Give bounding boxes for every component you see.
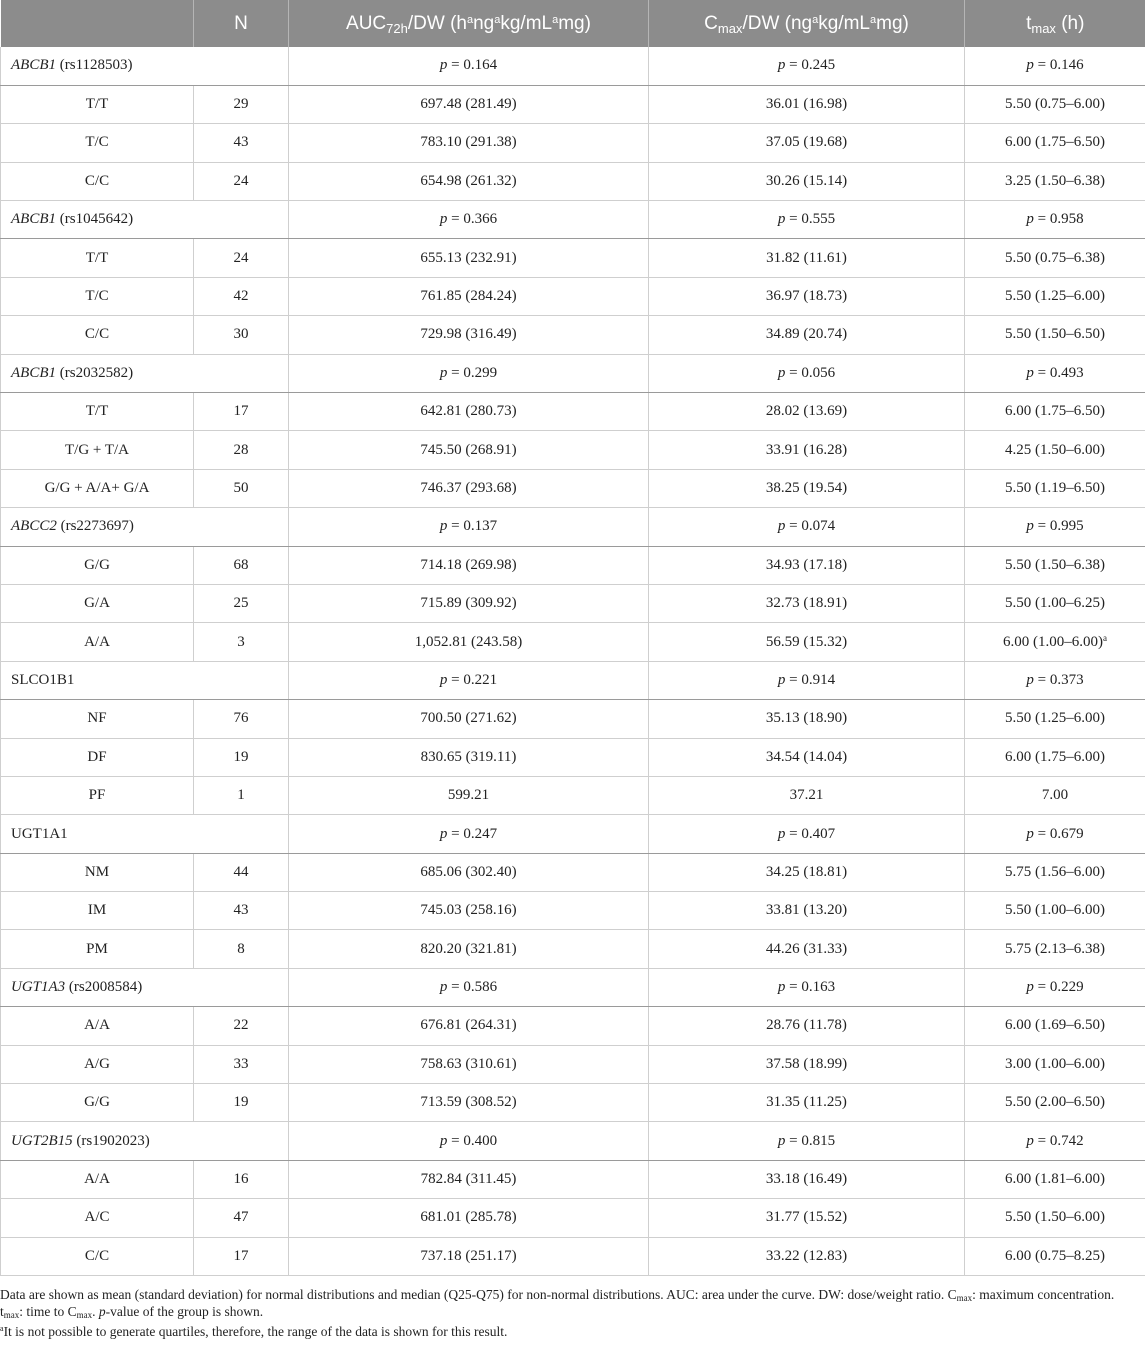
cmax-cell: 37.05 (19.68) — [649, 124, 965, 162]
cmax-cell: 36.97 (18.73) — [649, 277, 965, 315]
table-row — [1, 316, 1145, 354]
table-row — [1, 892, 1145, 930]
table-row — [1, 85, 1145, 123]
auc-cell: 729.98 (316.49) — [289, 316, 649, 354]
tmax-cell: 3.25 (1.50–6.38) — [965, 162, 1145, 200]
n-cell: 1 — [194, 776, 289, 814]
tmax-cell: 5.50 (2.00–6.50) — [965, 1084, 1145, 1122]
tmax-cell: 5.50 (0.75–6.38) — [965, 239, 1145, 277]
header-group — [1, 0, 194, 47]
table-row — [1, 1237, 1145, 1275]
tmax-cell: 5.50 (1.25–6.00) — [965, 700, 1145, 738]
table-row — [1, 1084, 1145, 1122]
genotype-cell: C/C — [1, 162, 194, 200]
genotype-cell: T/T — [1, 393, 194, 431]
table-row — [1, 393, 1145, 431]
genotype-cell: G/G — [1, 546, 194, 584]
n-cell: 24 — [194, 162, 289, 200]
auc-cell: 758.63 (310.61) — [289, 1045, 649, 1083]
table-row — [1, 738, 1145, 776]
tmax-cell: 6.00 (1.75–6.50) — [965, 124, 1145, 162]
group-row — [1, 201, 1145, 239]
tmax-cell: 5.50 (1.00–6.25) — [965, 584, 1145, 622]
group-name: UGT1A3 (rs2008584) — [1, 968, 289, 1006]
cmax-cell: 36.01 (16.98) — [649, 85, 965, 123]
n-cell: 19 — [194, 738, 289, 776]
table-row — [1, 776, 1145, 814]
n-cell: 17 — [194, 1237, 289, 1275]
genotype-cell: PF — [1, 776, 194, 814]
auc-cell: 655.13 (232.91) — [289, 239, 649, 277]
tmax-cell: 5.75 (2.13–6.38) — [965, 930, 1145, 968]
p-value-tmax: p = 0.146 — [965, 47, 1145, 85]
p-value-cmax: p = 0.407 — [649, 815, 965, 853]
auc-cell: 697.48 (281.49) — [289, 85, 649, 123]
cmax-cell: 28.76 (11.78) — [649, 1007, 965, 1045]
genotype-cell: C/C — [1, 316, 194, 354]
p-value-cmax: p = 0.056 — [649, 354, 965, 392]
genotype-cell: IM — [1, 892, 194, 930]
p-value-cmax: p = 0.555 — [649, 201, 965, 239]
table-row — [1, 1160, 1145, 1198]
n-cell: 16 — [194, 1160, 289, 1198]
n-cell: 44 — [194, 853, 289, 891]
p-value-tmax: p = 0.742 — [965, 1122, 1145, 1160]
cmax-cell: 33.81 (13.20) — [649, 892, 965, 930]
group-name: ABCC2 (rs2273697) — [1, 508, 289, 546]
p-value-tmax: p = 0.679 — [965, 815, 1145, 853]
tmax-cell: 6.00 (1.00–6.00)$^a$ — [965, 623, 1145, 661]
p-value-auc: p = 0.247 — [289, 815, 649, 853]
table-row — [1, 623, 1145, 661]
p-value-auc: p = 0.400 — [289, 1122, 649, 1160]
auc-cell: 654.98 (261.32) — [289, 162, 649, 200]
cmax-cell: 34.89 (20.74) — [649, 316, 965, 354]
tmax-cell: 3.00 (1.00–6.00) — [965, 1045, 1145, 1083]
tmax-cell: 5.50 (1.25–6.00) — [965, 277, 1145, 315]
n-cell: 19 — [194, 1084, 289, 1122]
table-row — [1, 546, 1145, 584]
n-cell: 3 — [194, 623, 289, 661]
cmax-cell: 33.18 (16.49) — [649, 1160, 965, 1198]
group-row — [1, 661, 1145, 699]
auc-cell: 599.21 — [289, 776, 649, 814]
n-cell: 29 — [194, 85, 289, 123]
genotype-cell: G/G + A/A+ G/A — [1, 469, 194, 507]
auc-cell: 782.84 (311.45) — [289, 1160, 649, 1198]
tmax-cell: 7.00 — [965, 776, 1145, 814]
tmax-cell: 6.00 (0.75–8.25) — [965, 1237, 1145, 1275]
cmax-cell: 35.13 (18.90) — [649, 700, 965, 738]
table-row — [1, 853, 1145, 891]
auc-cell: 685.06 (302.40) — [289, 853, 649, 891]
p-value-tmax: p = 0.373 — [965, 661, 1145, 699]
p-value-cmax: p = 0.074 — [649, 508, 965, 546]
genotype-cell: PM — [1, 930, 194, 968]
cmax-cell: 37.21 — [649, 776, 965, 814]
p-value-auc: p = 0.221 — [289, 661, 649, 699]
table-row — [1, 930, 1145, 968]
auc-cell: 676.81 (264.31) — [289, 1007, 649, 1045]
auc-cell: 745.50 (268.91) — [289, 431, 649, 469]
table-row — [1, 239, 1145, 277]
auc-cell: 830.65 (319.11) — [289, 738, 649, 776]
cmax-cell: 28.02 (13.69) — [649, 393, 965, 431]
cmax-cell: 31.82 (11.61) — [649, 239, 965, 277]
tmax-cell: 6.00 (1.69–6.50) — [965, 1007, 1145, 1045]
footnote-marker: a — [1103, 632, 1107, 643]
cmax-cell: 34.54 (14.04) — [649, 738, 965, 776]
group-row — [1, 508, 1145, 546]
auc-cell: 820.20 (321.81) — [289, 930, 649, 968]
genotype-cell: G/G — [1, 1084, 194, 1122]
header-n: N — [194, 0, 289, 47]
n-cell: 8 — [194, 930, 289, 968]
tmax-cell: 6.00 (1.75–6.00) — [965, 738, 1145, 776]
genotype-cell: C/C — [1, 1237, 194, 1275]
tmax-cell: 5.50 (1.50–6.00) — [965, 1199, 1145, 1237]
auc-cell: 737.18 (251.17) — [289, 1237, 649, 1275]
genotype-cell: A/G — [1, 1045, 194, 1083]
genotype-cell: T/T — [1, 85, 194, 123]
cmax-cell: 33.91 (16.28) — [649, 431, 965, 469]
auc-cell: 1,052.81 (243.58) — [289, 623, 649, 661]
tmax-cell: 5.50 (1.00–6.00) — [965, 892, 1145, 930]
tmax-cell: 6.00 (1.75–6.50) — [965, 393, 1145, 431]
n-cell: 22 — [194, 1007, 289, 1045]
tmax-cell: 5.50 (1.50–6.50) — [965, 316, 1145, 354]
table-header-row — [1, 0, 1145, 47]
p-value-cmax: p = 0.815 — [649, 1122, 965, 1160]
table-row — [1, 431, 1145, 469]
group-name: SLCO1B1 — [1, 661, 289, 699]
tmax-cell: 4.25 (1.50–6.00) — [965, 431, 1145, 469]
cmax-cell: 32.73 (18.91) — [649, 584, 965, 622]
table-row — [1, 584, 1145, 622]
n-cell: 43 — [194, 124, 289, 162]
cmax-cell: 30.26 (15.14) — [649, 162, 965, 200]
table-row — [1, 700, 1145, 738]
table-row — [1, 469, 1145, 507]
group-name: UGT2B15 (rs1902023) — [1, 1122, 289, 1160]
group-name: ABCB1 (rs1128503) — [1, 47, 289, 85]
group-row — [1, 815, 1145, 853]
p-value-cmax: p = 0.163 — [649, 968, 965, 1006]
n-cell: 47 — [194, 1199, 289, 1237]
genotype-cell: NM — [1, 853, 194, 891]
table-row — [1, 1045, 1145, 1083]
n-cell: 17 — [194, 393, 289, 431]
auc-cell: 681.01 (285.78) — [289, 1199, 649, 1237]
n-cell: 50 — [194, 469, 289, 507]
tmax-cell: 5.50 (1.19–6.50) — [965, 469, 1145, 507]
n-cell: 30 — [194, 316, 289, 354]
table-row — [1, 1199, 1145, 1237]
tmax-cell: 5.50 (1.50–6.38) — [965, 546, 1145, 584]
auc-cell: 745.03 (258.16) — [289, 892, 649, 930]
group-name: ABCB1 (rs1045642) — [1, 201, 289, 239]
n-cell: 24 — [194, 239, 289, 277]
p-value-tmax: p = 0.493 — [965, 354, 1145, 392]
p-value-auc: p = 0.164 — [289, 47, 649, 85]
genotype-cell: DF — [1, 738, 194, 776]
group-name: UGT1A1 — [1, 815, 289, 853]
cmax-cell: 34.25 (18.81) — [649, 853, 965, 891]
p-value-auc: p = 0.586 — [289, 968, 649, 1006]
p-value-auc: p = 0.366 — [289, 201, 649, 239]
auc-cell: 715.89 (309.92) — [289, 584, 649, 622]
cmax-cell: 38.25 (19.54) — [649, 469, 965, 507]
group-row — [1, 47, 1145, 85]
p-value-auc: p = 0.299 — [289, 354, 649, 392]
p-value-tmax: p = 0.229 — [965, 968, 1145, 1006]
genotype-cell: T/T — [1, 239, 194, 277]
p-value-tmax: p = 0.958 — [965, 201, 1145, 239]
p-value-tmax: p = 0.995 — [965, 508, 1145, 546]
n-cell: 43 — [194, 892, 289, 930]
genotype-cell: NF — [1, 700, 194, 738]
cmax-cell: 56.59 (15.32) — [649, 623, 965, 661]
n-cell: 33 — [194, 1045, 289, 1083]
auc-cell: 761.85 (284.24) — [289, 277, 649, 315]
group-row — [1, 1122, 1145, 1160]
genotype-cell: A/A — [1, 623, 194, 661]
table-row — [1, 1007, 1145, 1045]
auc-cell: 700.50 (271.62) — [289, 700, 649, 738]
cmax-cell: 34.93 (17.18) — [649, 546, 965, 584]
tmax-cell: 5.75 (1.56–6.00) — [965, 853, 1145, 891]
cmax-cell: 31.35 (11.25) — [649, 1084, 965, 1122]
header-auc: $AUC_{72h}/DW$ $(h^ang^akg/mL^amg)$ — [289, 0, 649, 47]
genotype-cell: A/C — [1, 1199, 194, 1237]
n-cell: 25 — [194, 584, 289, 622]
auc-cell: 783.10 (291.38) — [289, 124, 649, 162]
genotype-cell: T/G + T/A — [1, 431, 194, 469]
group-name: ABCB1 (rs2032582) — [1, 354, 289, 392]
auc-cell: 713.59 (308.52) — [289, 1084, 649, 1122]
tmax-cell: 5.50 (0.75–6.00) — [965, 85, 1145, 123]
cmax-cell: 33.22 (12.83) — [649, 1237, 965, 1275]
group-row — [1, 968, 1145, 1006]
table-row — [1, 277, 1145, 315]
genotype-cell: A/A — [1, 1160, 194, 1198]
n-cell: 42 — [194, 277, 289, 315]
header-tmax: $t_{max}$ (h) — [1026, 12, 1085, 36]
cmax-cell: 44.26 (31.33) — [649, 930, 965, 968]
genotype-cell: A/A — [1, 1007, 194, 1045]
genotype-cell: T/C — [1, 124, 194, 162]
n-cell: 76 — [194, 700, 289, 738]
n-cell: 68 — [194, 546, 289, 584]
table-row — [1, 124, 1145, 162]
tmax-cell: 6.00 (1.81–6.00) — [965, 1160, 1145, 1198]
header-cmax: $C_{max}/DW$ $(ng^akg/mL^amg)$ — [649, 0, 965, 47]
genotype-cell: T/C — [1, 277, 194, 315]
footnote-definitions: Data are shown as mean (standard deviation) for normal distributions and median (Q25-Q75) for non-normal distributions. AUC: area under the curve. DW: dose/weight ratio. $C_{max}$: maximum concentration. $t_{max}$: time to $C_{max}$. p-value of the group is shown. — [0, 1287, 1115, 1320]
group-row — [1, 354, 1145, 392]
auc-cell: 642.81 (280.73) — [289, 393, 649, 431]
p-value-auc: p = 0.137 — [289, 508, 649, 546]
table-footnote — [0, 1286, 1135, 1343]
table-row — [1, 162, 1145, 200]
footnote-a: $^a$It is not possible to generate quartiles, therefore, the range of the data is shown for this result. — [0, 1324, 508, 1339]
auc-cell: 714.18 (269.98) — [289, 546, 649, 584]
p-value-cmax: p = 0.245 — [649, 47, 965, 85]
cmax-cell: 37.58 (18.99) — [649, 1045, 965, 1083]
n-cell: 28 — [194, 431, 289, 469]
cmax-cell: 31.77 (15.52) — [649, 1199, 965, 1237]
auc-cell: 746.37 (293.68) — [289, 469, 649, 507]
p-value-cmax: p = 0.914 — [649, 661, 965, 699]
genotype-cell: G/A — [1, 584, 194, 622]
